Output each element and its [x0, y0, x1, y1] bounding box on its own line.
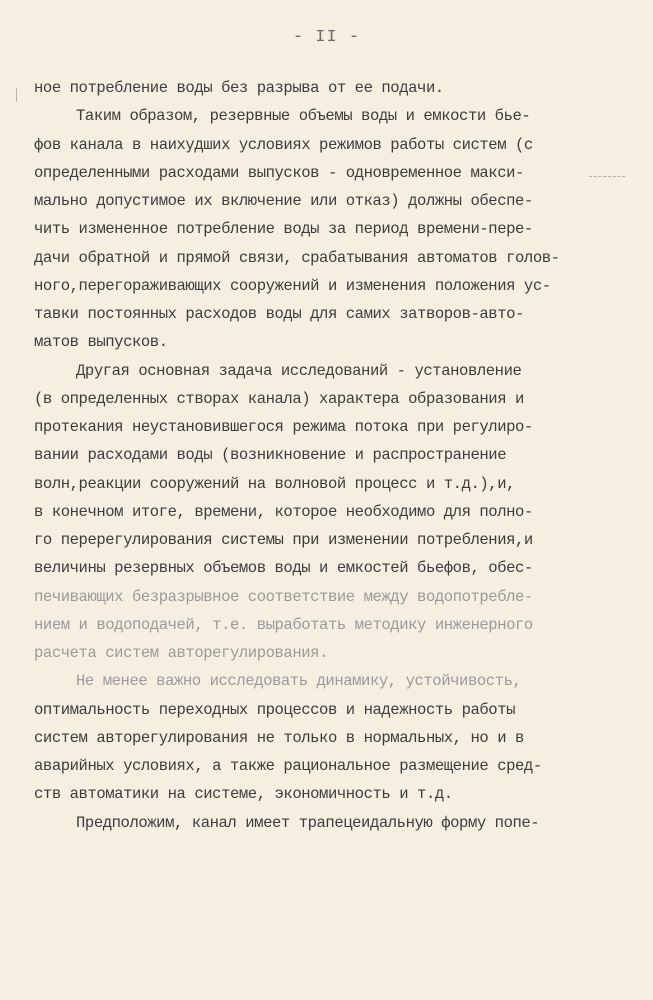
text-line: дачи обратной и прямой связи, срабатывания автоматов голов- [34, 248, 560, 267]
text-line: печивающих безразрывное соответствие между водопотребле- [34, 587, 533, 606]
text-line: фов канала в наихудших условиях режимов работы систем (с [34, 135, 533, 154]
text-line: систем авторегулирования не только в нормальных, но и в [34, 728, 524, 747]
text-line: Другая основная задача исследований - установление [76, 361, 522, 380]
text-line: в конечном итоге, времени, которое необходимо для полно- [34, 502, 533, 521]
text-line: Таким образом, резервные объемы воды и емкости бье- [76, 107, 531, 126]
text-line: мально допустимое их включение или отказ) должны обеспе- [34, 192, 533, 210]
text-line: протекания неустановившегося режима потока при регулиро- [34, 418, 533, 436]
text-line: го перерегулирования системы при изменении потребления,и [34, 531, 533, 549]
text-line: оптимальность переходных процессов и надежность работы [34, 700, 516, 719]
body-text [34, 74, 644, 837]
text-line: ное потребление воды без разрыва от ее подачи. [34, 79, 444, 97]
text-line: волн,реакции сооружений на волновой процесс и т.д.),и, [34, 474, 516, 493]
text-line: нием и водоподачей, т.е. выработать методику инженерного [34, 615, 533, 634]
margin-mark [16, 88, 21, 102]
text-line: определенными расходами выпусков - одновременное макси- [34, 163, 524, 182]
text-line: Не менее важно исследовать динамику, устойчивость, [76, 672, 522, 691]
text-line: ств автоматики на системе, экономичность и т.д. [34, 785, 453, 804]
text-line: тавки постоянных расходов воды для самих затворов-авто- [34, 305, 524, 323]
text-line: расчета систем авторегулирования. [34, 644, 328, 662]
text-line: ного,перегораживающих сооружений и изменения положения ус- [34, 276, 551, 295]
text-line: (в определенных створах канала) характера образования и [34, 389, 524, 408]
text-line: аварийных условиях, а также рациональное размещение сред- [34, 757, 542, 775]
text-line: величины резервных объемов воды и емкостей бьефов, обес- [34, 559, 533, 578]
text-line: чить измененное потребление воды за период времени-пере- [34, 220, 533, 239]
text-line: матов выпусков. [34, 333, 168, 352]
page-number: - II - [292, 28, 361, 47]
text-line: вании расходами воды (возникновение и распространение [34, 446, 507, 465]
text-line: Предположим, канал имеет трапецеидальную форму попе- [76, 813, 540, 832]
